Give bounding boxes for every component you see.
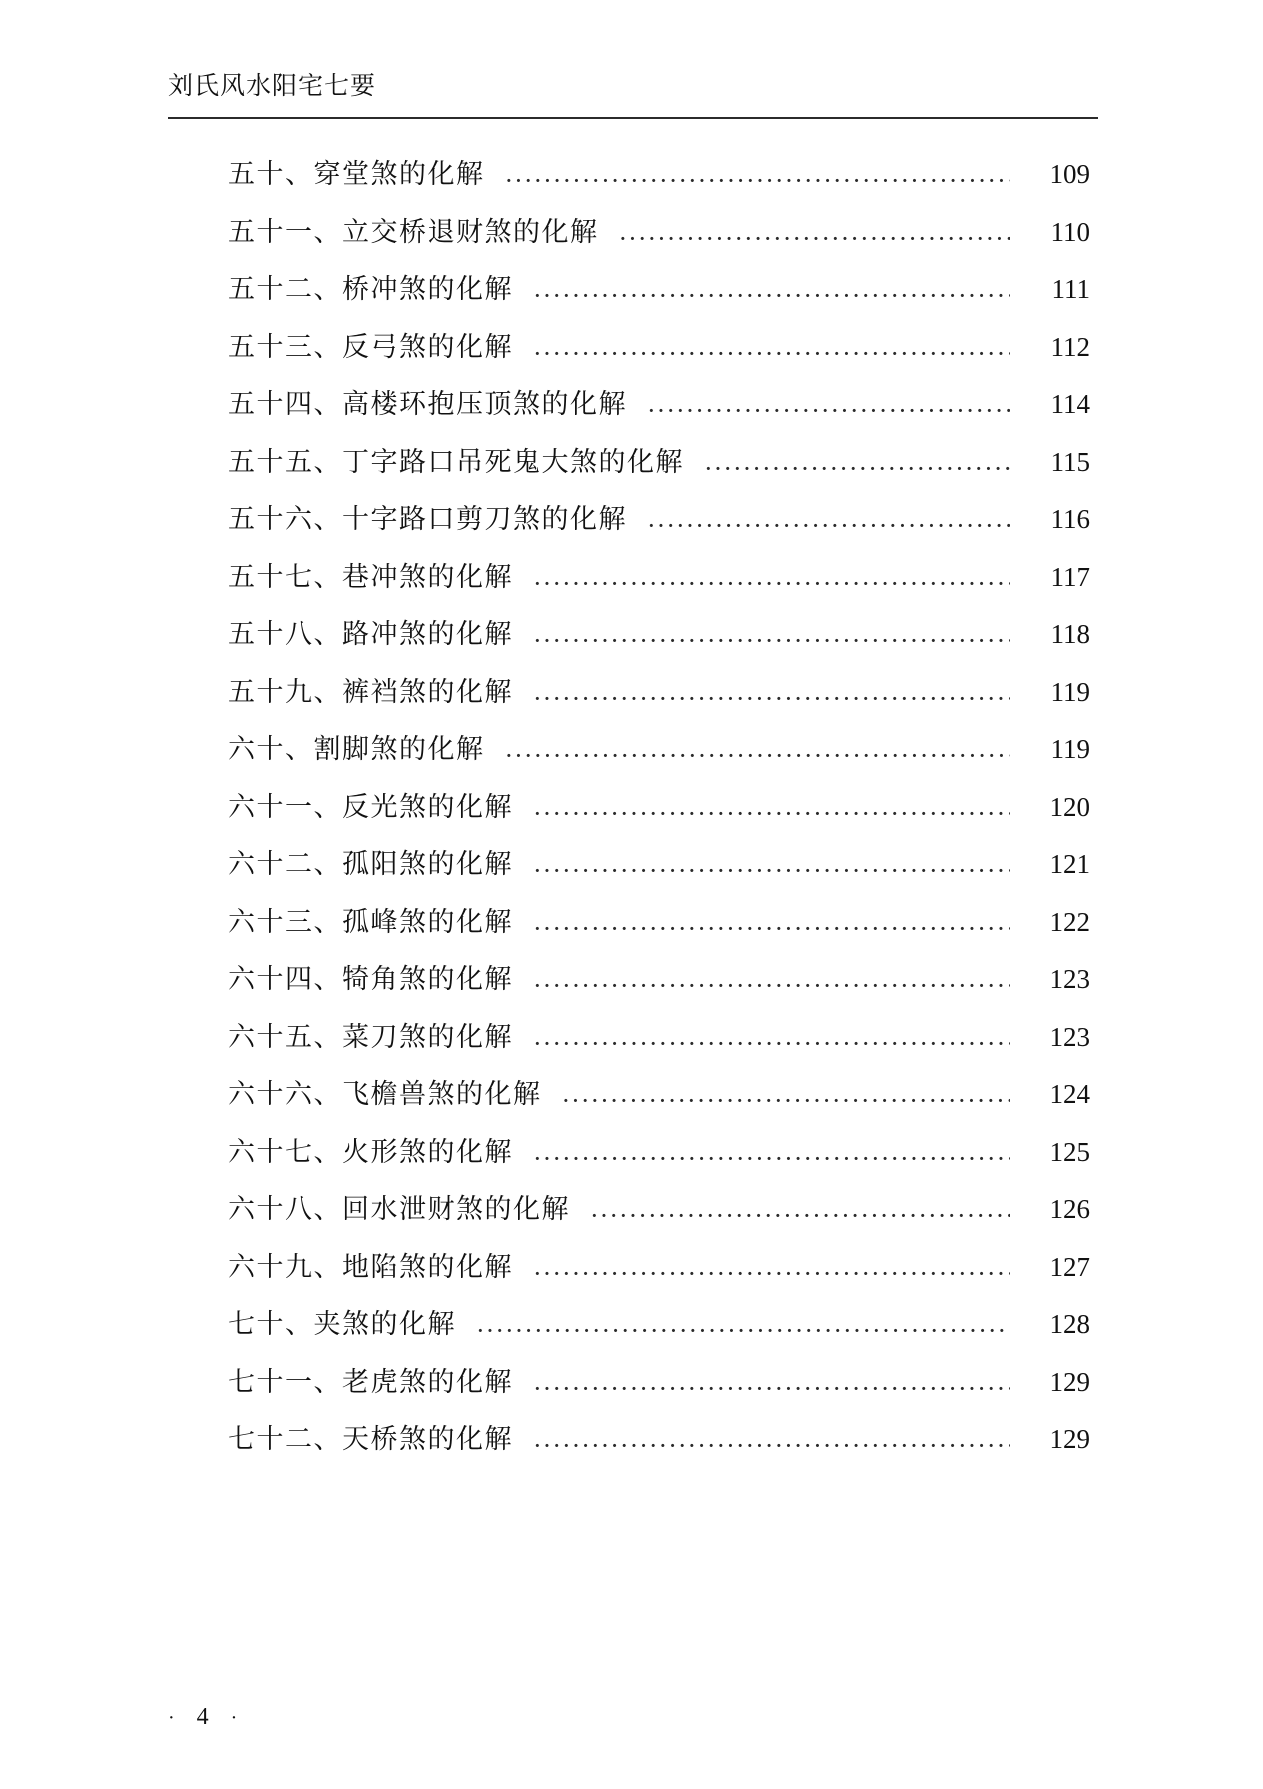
toc-entry-title: 六十九、地陷煞的化解 [228,1251,513,1282]
toc-entry-page: 128 [1049,1309,1090,1339]
footer-left-dot: · [168,1706,177,1729]
toc-entry[interactable] [168,1239,1098,1297]
toc-entry[interactable] [168,434,1098,492]
toc-entry[interactable] [168,894,1098,952]
toc-entry-title: 五十一、立交桥退财煞的化解 [228,216,599,247]
toc-entry-title: 五十九、裤裆煞的化解 [228,676,513,707]
header-divider [168,117,1098,119]
toc-leader-dots [562,1076,1011,1103]
toc-entry-title: 六十六、飞檐兽煞的化解 [228,1079,542,1109]
toc-entry-page: 123 [1049,1021,1090,1052]
toc-leader-dots [533,904,1010,931]
toc-leader-dots [533,674,1010,701]
toc-entry[interactable] [168,1296,1098,1354]
toc-entry-title: 五十七、巷冲煞的化解 [228,561,513,592]
toc-entry[interactable] [168,146,1098,204]
toc-entry-page: 119 [1050,734,1090,764]
toc-leader-dots [533,1421,1010,1448]
toc-entry-title: 五十八、路冲煞的化解 [228,619,513,649]
toc-entry-page: 121 [1049,849,1090,879]
toc-entry-title: 六十三、孤峰煞的化解 [228,906,513,937]
toc-entry-title: 六十二、孤阳煞的化解 [228,849,513,879]
toc-entry[interactable] [168,606,1098,664]
toc-entry[interactable] [168,836,1098,894]
toc-entry-page: 111 [1051,274,1090,304]
toc-entry[interactable] [168,261,1098,319]
toc-entry-page: 112 [1050,331,1090,362]
book-title: 刘氏风水阳宅七要 [168,73,377,100]
footer-right-dot: · [230,1706,240,1729]
toc-entry-page: 124 [1049,1079,1090,1109]
toc-entry[interactable] [168,376,1098,434]
toc-leader-dots [505,156,1011,183]
toc-leader-dots [704,444,1010,471]
toc-entry-page: 129 [1049,1366,1090,1397]
toc-entry-title: 六十、割脚煞的化解 [228,734,485,764]
toc-entry-page: 126 [1049,1194,1090,1224]
toc-entry[interactable] [168,549,1098,607]
toc-leader-dots [505,731,1011,758]
toc-entry-title: 六十七、火形煞的化解 [228,1136,513,1167]
toc-leader-dots [533,961,1010,988]
toc-entry-title: 六十四、犄角煞的化解 [228,964,513,994]
toc-entry-page: 116 [1050,504,1090,534]
toc-entry[interactable] [168,1066,1098,1124]
toc-entry-title: 七十、夹煞的化解 [228,1309,456,1339]
toc-entry-title: 七十一、老虎煞的化解 [228,1366,513,1397]
toc-entry[interactable] [168,204,1098,262]
toc-entry-title: 五十、穿堂煞的化解 [228,159,485,189]
toc-entry[interactable] [168,951,1098,1009]
toc-leader-dots [647,386,1010,413]
toc-leader-dots [533,616,1010,643]
toc-entry-page: 127 [1049,1251,1090,1282]
toc-entry[interactable] [168,721,1098,779]
toc-entry-title: 五十二、桥冲煞的化解 [228,274,513,304]
toc-leader-dots [533,846,1010,873]
toc-leader-dots [533,559,1010,586]
toc-entry-title: 五十三、反弓煞的化解 [228,331,513,362]
toc-entry-page: 118 [1050,619,1090,649]
toc-entry-page: 120 [1049,791,1090,822]
toc-entry-page: 129 [1049,1424,1090,1454]
toc-entry-title: 六十一、反光煞的化解 [228,791,513,822]
toc-entry-title: 六十五、菜刀煞的化解 [228,1021,513,1052]
toc-leader-dots [533,329,1010,356]
toc-entry-title: 五十五、丁字路口吊死鬼大煞的化解 [228,446,684,477]
toc-entry-page: 117 [1050,561,1090,592]
toc-entry-page: 123 [1049,964,1090,994]
page-number: 4 [196,1704,211,1730]
toc-leader-dots [619,214,1011,241]
toc-leader-dots [647,501,1010,528]
toc-entry[interactable] [168,1411,1098,1469]
toc-entry[interactable] [168,1009,1098,1067]
toc-entry-page: 122 [1049,906,1090,937]
toc-entry-title: 五十四、高楼环抱压顶煞的化解 [228,389,627,419]
toc-entry[interactable] [168,1354,1098,1412]
toc-entry-title: 五十六、十字路口剪刀煞的化解 [228,504,627,534]
toc-entry-title: 七十二、天桥煞的化解 [228,1424,513,1454]
page-footer [168,1704,239,1731]
toc-leader-dots [590,1191,1010,1218]
toc-entry-page: 109 [1049,159,1090,189]
toc-entry[interactable] [168,1124,1098,1182]
toc-leader-dots [533,1019,1010,1046]
toc-entry-title: 六十八、回水泄财煞的化解 [228,1194,570,1224]
toc-entry[interactable] [168,664,1098,722]
toc-entry[interactable] [168,779,1098,837]
toc-leader-dots [533,1249,1010,1276]
table-of-contents [168,146,1098,1469]
toc-leader-dots [533,1364,1010,1391]
toc-leader-dots [533,271,1010,298]
toc-entry[interactable] [168,319,1098,377]
toc-leader-dots [476,1306,1010,1333]
toc-entry-page: 110 [1050,216,1090,247]
toc-leader-dots [533,789,1010,816]
toc-entry[interactable] [168,491,1098,549]
toc-entry-page: 125 [1049,1136,1090,1167]
toc-entry-page: 119 [1050,676,1090,707]
toc-entry-page: 115 [1050,446,1090,477]
toc-entry[interactable] [168,1181,1098,1239]
toc-leader-dots [533,1134,1010,1161]
page-header [168,72,1098,102]
toc-entry-page: 114 [1050,389,1090,419]
